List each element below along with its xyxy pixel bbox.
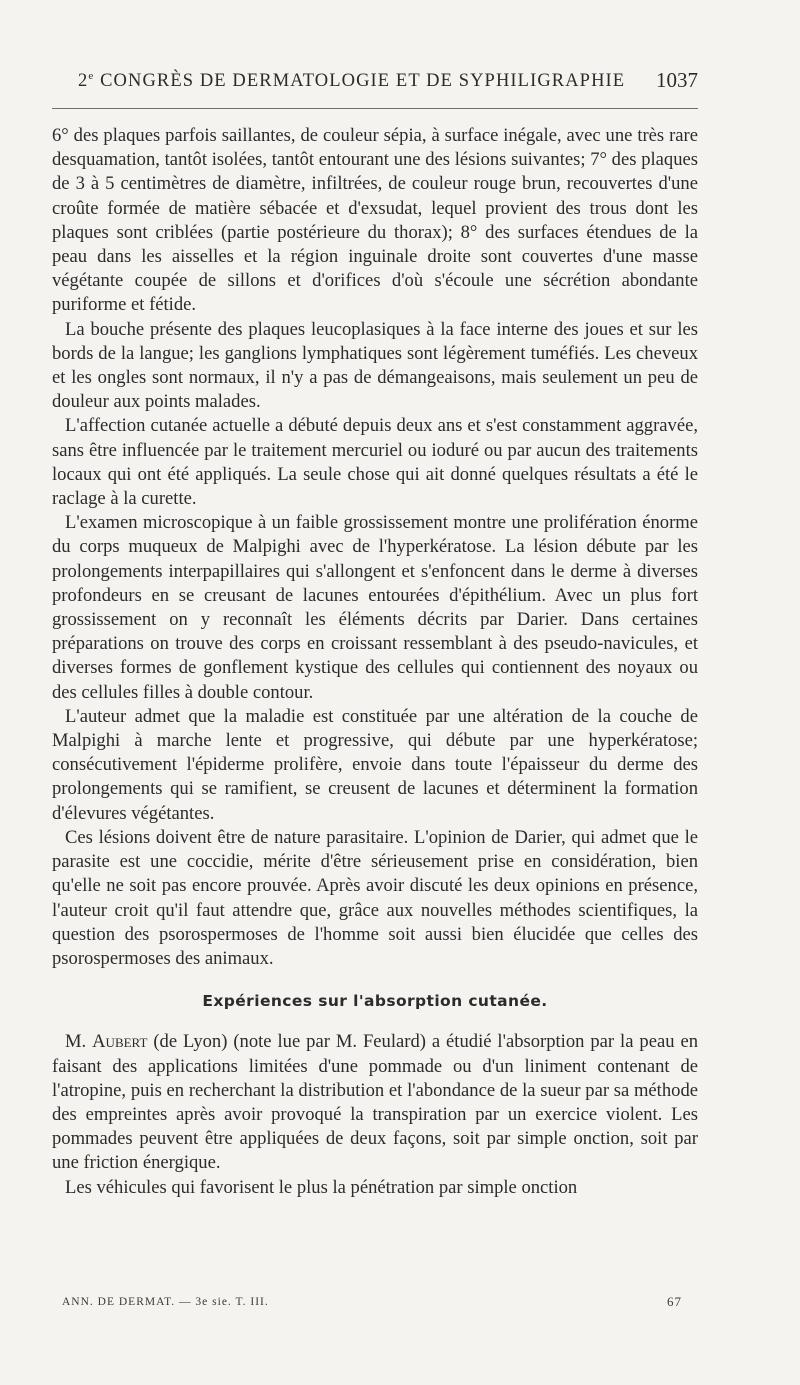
running-header (52, 70, 698, 100)
header-title-text: CONGRÈS DE DERMATOLOGIE ET DE SYPHILIGRAPHIE (100, 71, 626, 92)
paragraph-5: L'auteur admet que la maladie est constituée par une altération de la couche de Malpighi à marche lente et progressive, qui débute par une hyperkératose; consécutivement l'épiderme prolifère, envoie dans toute l'épaisseur du derme des prolongements qui se ramifient, se creusent de lacunes et déterminent la formation d'élevures végétantes. (52, 705, 698, 824)
section-paragraph-2: Les véhicules qui favorisent le plus la pénétration par simple onction (65, 1176, 578, 1198)
section-paragraph-1-prefix: M. (65, 1031, 93, 1053)
section-paragraph-1-rest: (de Lyon) (note lue par M. Feulard) a étudié l'absorption par la peau en faisant des applications limitées d'une pommade ou d'un liniment contenant de l'atropine, puis en recherchant la distribution et l'abondance de la sueur par sa méthode des empreintes après avoir provoqué la transpiration par un exercice violent. Les pommades peuvent être appliquées de deux façons, soit par simple onction, soit par une friction énergique. (52, 1031, 698, 1174)
paragraph-6: Ces lésions doivent être de nature parasitaire. L'opinion de Darier, qui admet que le parasite est une coccidie, mérite d'être sérieusement prise en considération, bien qu'elle ne soit pas encore prouvée. Après avoir discuté les deux opinions en présence, l'auteur croit qu'il faut attendre que, grâce aux nouvelles méthodes scientifiques, la question des psorospermoses de l'homme soit aussi bien élucidée que celles des psorospermoses des animaux. (52, 826, 698, 969)
section-paragraph-1 (52, 1030, 698, 1175)
author-name: Aubert (92, 1031, 148, 1053)
header-title (78, 70, 625, 92)
paragraph-4: L'examen microscopique à un faible grossissement montre une prolifération énorme du corps muqueux de Malpighi avec de l'hyperkératose. La lésion débute par les prolongements interpapillaires qui s'allongent et s'enfoncent dans le derme à diverses profondeurs en se creusant de lacunes entourées d'épithélium. Avec un plus fort grossissement on y reconnaît les éléments décrits par Darier. Dans certaines préparations on trouve des corps en croissant ressemblant à des pseudo-navicules, et diverses formes de gonflement kystique des cellules qui contiennent des noyaux ou des cellules filles à double contour. (52, 512, 698, 703)
header-ordinal: 2 (78, 71, 89, 92)
paragraph-3: L'affection cutanée actuelle a débuté depuis deux ans et s'est constamment aggravée, sans être influencée par le traitement mercuriel ou ioduré ou par aucun des traitements locaux qui ont été appliqués. La seule chose qui ait donné quelques résultats a été le raclage à la curette. (52, 415, 698, 510)
section-heading: Expériences sur l'absorption cutanée. (202, 992, 548, 1011)
paragraph-2: La bouche présente des plaques leucoplasiques à la face interne des joues et sur les bords de la langue; les ganglions lymphatiques sont légèrement tuméfiés. Les cheveux et les ongles sont normaux, il n'y a pas de démangeaisons, mais seulement un peu de douleur aux points malades. (52, 318, 698, 413)
header-ordinal-sup: e (88, 70, 95, 82)
footer-signature-number: 67 (667, 1294, 682, 1309)
paragraph-1: 6° des plaques parfois saillantes, de couleur sépia, à surface inégale, avec une très rare desquamation, tantôt isolées, tantôt entourant une des lésions suivantes; 7° des plaques de 3 à 5 centimètres de diamètre, infiltrées, de couleur rouge brun, recouvertes d'une croûte formée de matière sébacée et d'exsudat, lequel provient des trous dont les plaques sont criblées (partie postérieure du thorax); 8° des surfaces étendues de la peau dans les aisselles et la région inguinale droite sont couvertes d'une masse végétante coupée de sillons et d'orifices d'où s'écoule une sécrétion abondante puriforme et fétide. (52, 125, 698, 316)
header-rule (52, 108, 698, 109)
page-number: 1037 (656, 68, 698, 92)
body-text (52, 124, 698, 1200)
footer-journal-ref: ANN. DE DERMAT. — 3e sie. T. III. (62, 1296, 269, 1308)
page-footer (62, 1296, 682, 1316)
